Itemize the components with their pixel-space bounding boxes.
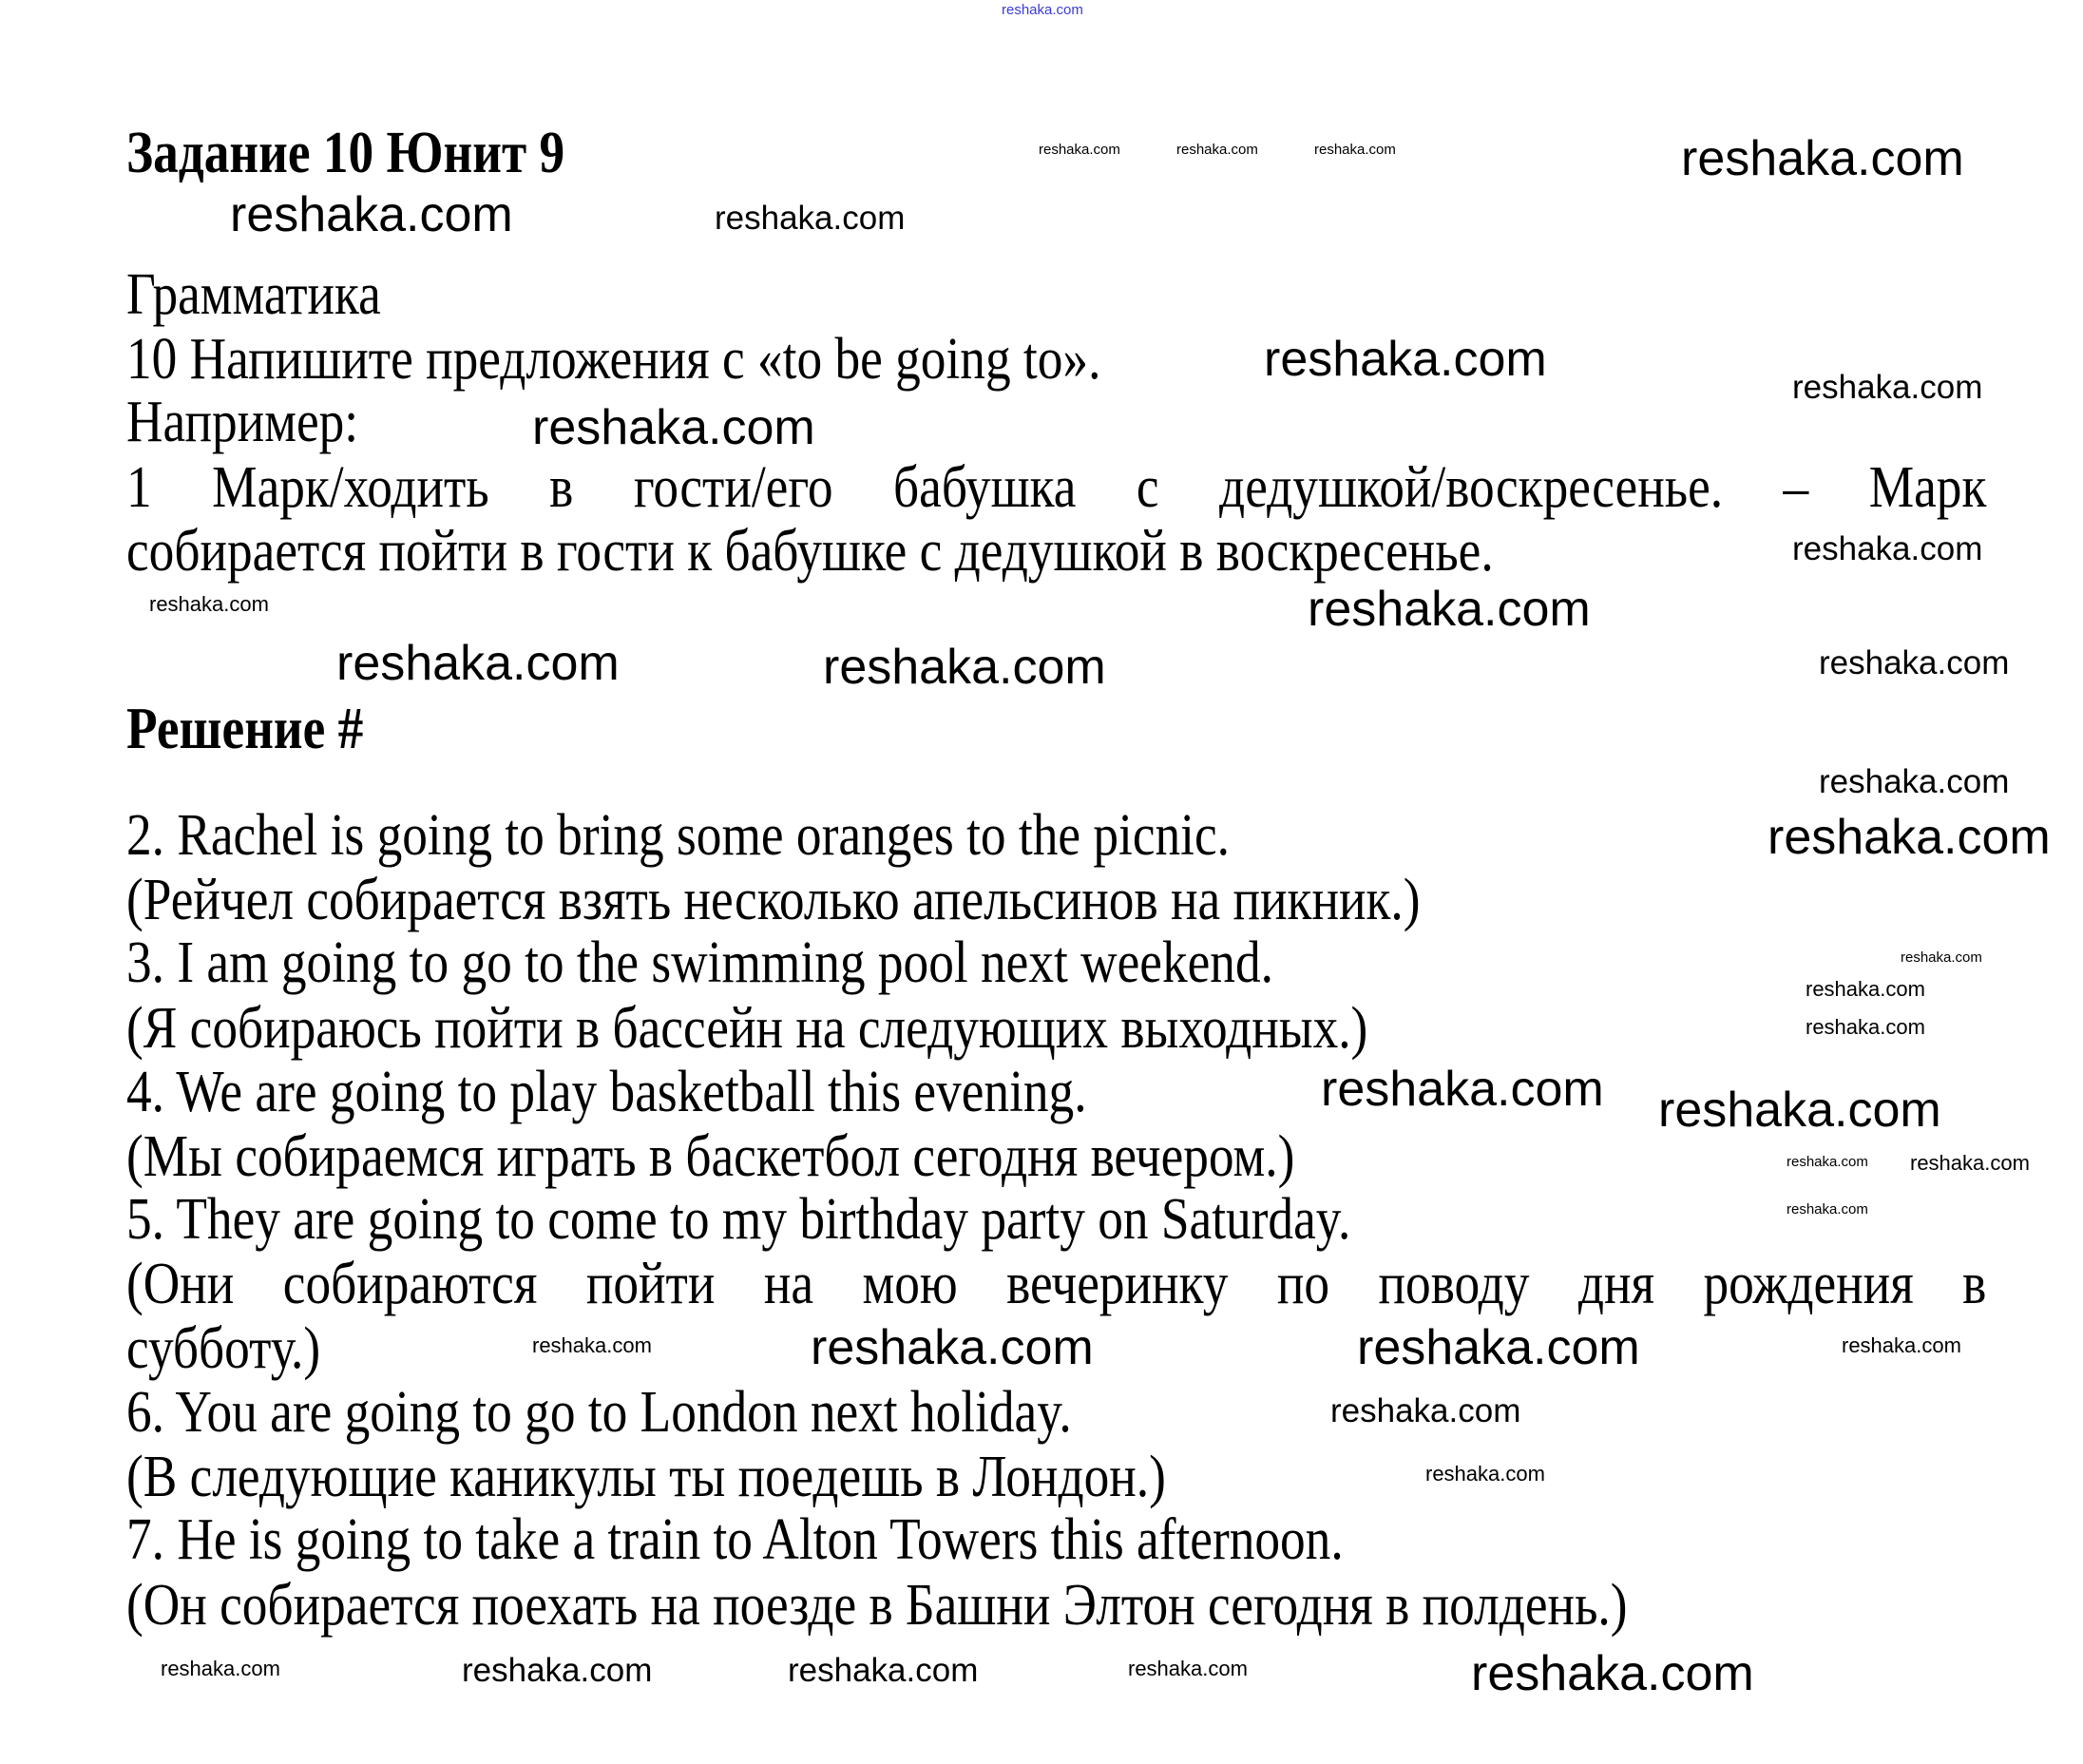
- answer-ru: (Они собираются пойти на мою вечеринку по поводу дня рождения в: [126, 1252, 1987, 1316]
- answer-en: 7. He is going to take a train to Alton Towers this afternoon.: [126, 1507, 1344, 1572]
- watermark: reshaka.com: [1330, 1392, 1521, 1429]
- watermark: reshaka.com: [1658, 1083, 1941, 1138]
- example-line: собирается пойти в гости к бабушке с дедушкой в воскресенье.: [126, 519, 1494, 584]
- watermark: reshaka.com: [336, 636, 620, 691]
- section-heading: Грамматика: [126, 262, 381, 327]
- watermark: reshaka.com: [1787, 1201, 1868, 1218]
- task-title: Задание 10 Юнит 9: [126, 121, 565, 185]
- answer-en: 6. You are going to go to London next holiday.: [126, 1380, 1072, 1445]
- watermark: reshaka.com: [1357, 1320, 1640, 1375]
- watermark: reshaka.com: [230, 187, 513, 242]
- answer-en: 5. They are going to come to my birthday party on Saturday.: [126, 1187, 1351, 1252]
- answer-en: 4. We are going to play basketball this evening.: [126, 1060, 1087, 1124]
- watermark: reshaka.com: [1819, 644, 2010, 681]
- answer-ru: (Он собирается поехать на поезде в Башни Элтон сегодня в полдень.): [126, 1573, 1628, 1638]
- watermark: reshaka.com: [462, 1652, 653, 1689]
- watermark: reshaka.com: [1787, 1154, 1868, 1170]
- example-label: Например:: [126, 390, 359, 454]
- watermark: reshaka.com: [1768, 810, 2051, 865]
- watermark: reshaka.com: [532, 1333, 652, 1357]
- watermark: reshaka.com: [1128, 1657, 1248, 1680]
- answer-ru: (Рейчел собирается взять несколько апельсинов на пикник.): [126, 868, 1421, 932]
- watermark: reshaka.com: [1321, 1062, 1604, 1117]
- watermark: reshaka.com: [788, 1652, 979, 1689]
- watermark: reshaka.com: [1910, 1151, 2030, 1175]
- task-instruction: 10 Напишите предложения с «to be going to».: [126, 327, 1101, 392]
- watermark: reshaka.com: [1314, 142, 1396, 158]
- watermark: reshaka.com: [1681, 131, 1964, 186]
- answer-ru: субботу.): [126, 1316, 321, 1381]
- answer-ru: (Мы собираемся играть в баскетбол сегодня вечером.): [126, 1124, 1295, 1189]
- answer-ru: (Я собираюсь пойти в бассейн на следующих выходных.): [126, 996, 1368, 1061]
- watermark: reshaka.com: [1806, 1015, 1925, 1039]
- watermark: reshaka.com: [1901, 949, 1982, 966]
- example-line: 1 Марк/ходить в гости/его бабушка с дедушкой/воскресенье. – Марк: [126, 455, 1987, 520]
- watermark: reshaka.com: [715, 200, 906, 237]
- watermark: reshaka.com: [1842, 1333, 1961, 1357]
- watermark: reshaka.com: [1792, 369, 1983, 406]
- watermark: reshaka.com: [823, 640, 1106, 695]
- watermark: reshaka.com: [1264, 332, 1547, 387]
- answer-en: 3. I am going to go to the swimming pool next weekend.: [126, 930, 1273, 995]
- watermark: reshaka.com: [532, 400, 815, 455]
- answer-ru: (В следующие каникулы ты поедешь в Лондон.): [126, 1445, 1166, 1509]
- watermark: reshaka.com: [1002, 2, 1083, 18]
- watermark: reshaka.com: [811, 1320, 1094, 1375]
- answer-en: 2. Rachel is going to bring some oranges to the picnic.: [126, 803, 1230, 868]
- watermark: reshaka.com: [1176, 142, 1258, 158]
- solution-heading: Решение #: [126, 697, 364, 761]
- watermark: reshaka.com: [1308, 582, 1591, 637]
- watermark: reshaka.com: [161, 1657, 280, 1680]
- watermark: reshaka.com: [1425, 1462, 1545, 1486]
- watermark: reshaka.com: [1471, 1646, 1754, 1701]
- watermark: reshaka.com: [1792, 530, 1983, 567]
- watermark: reshaka.com: [1819, 763, 2010, 800]
- watermark: reshaka.com: [1806, 977, 1925, 1001]
- watermark: reshaka.com: [149, 592, 269, 616]
- watermark: reshaka.com: [1039, 142, 1120, 158]
